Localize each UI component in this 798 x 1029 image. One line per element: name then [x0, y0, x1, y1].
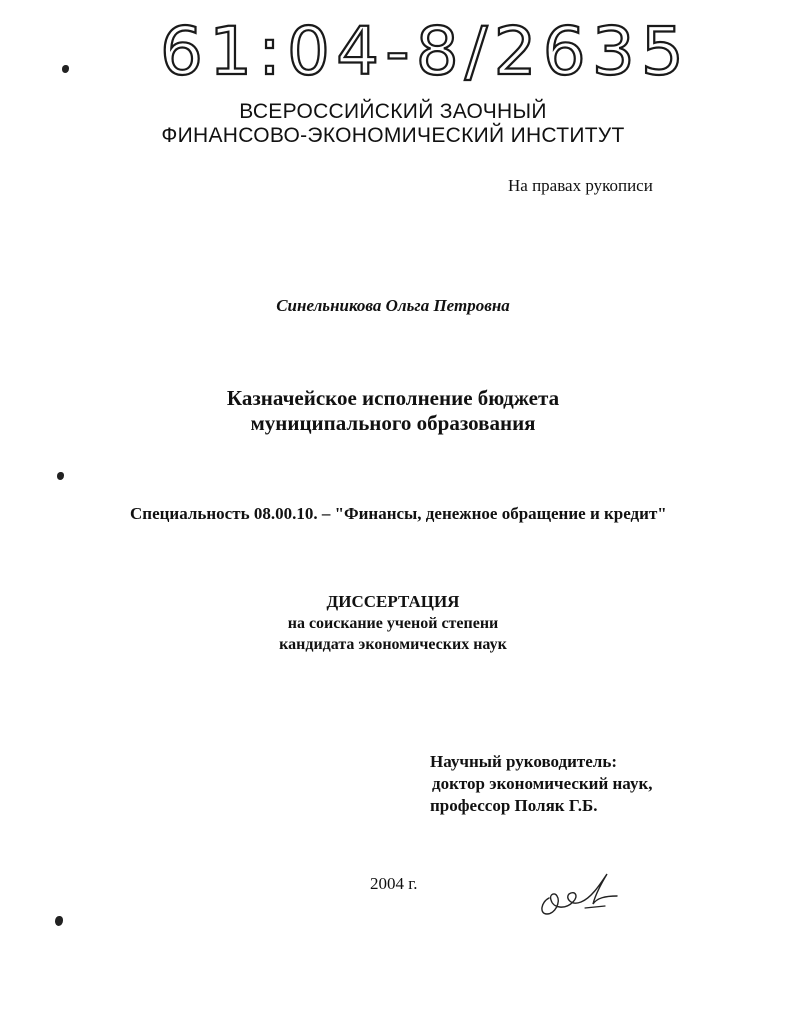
dissertation-title-line1: Казначейское исполнение бюджета	[226, 386, 560, 410]
manuscript-rights-note: На правах рукописи	[508, 176, 653, 195]
handwritten-code-text: 61:04-8/2635	[160, 13, 690, 88]
scan-mark	[55, 916, 63, 926]
author-name: Синельникова Ольга Петровна	[276, 296, 510, 315]
supervisor-name: профессор Поляк Г.Б.	[430, 796, 598, 815]
specialty-line: Специальность 08.00.10. – "Финансы, денежное обращение и кредит"	[130, 504, 667, 523]
dissertation-heading: ДИССЕРТАЦИЯ	[326, 592, 460, 611]
degree-line2: кандидата экономических наук	[279, 636, 507, 653]
supervisor-label: Научный руководитель:	[430, 752, 617, 771]
institute-name-line1: ВСЕРОССИЙСКИЙ ЗАОЧНЫЙ	[239, 100, 547, 123]
institute-name-line2: ФИНАНСОВО-ЭКОНОМИЧЕСКИЙ ИНСТИТУТ	[161, 124, 625, 147]
scan-mark	[57, 472, 64, 480]
handwritten-archive-code	[160, 8, 700, 88]
supervisor-degree: доктор экономический наук,	[432, 774, 653, 793]
dissertation-title-line2: муниципального образования	[250, 411, 536, 435]
year: 2004 г.	[370, 874, 418, 893]
signature	[535, 868, 625, 922]
scan-mark	[62, 65, 69, 73]
degree-line1: на соискание ученой степени	[287, 615, 499, 632]
